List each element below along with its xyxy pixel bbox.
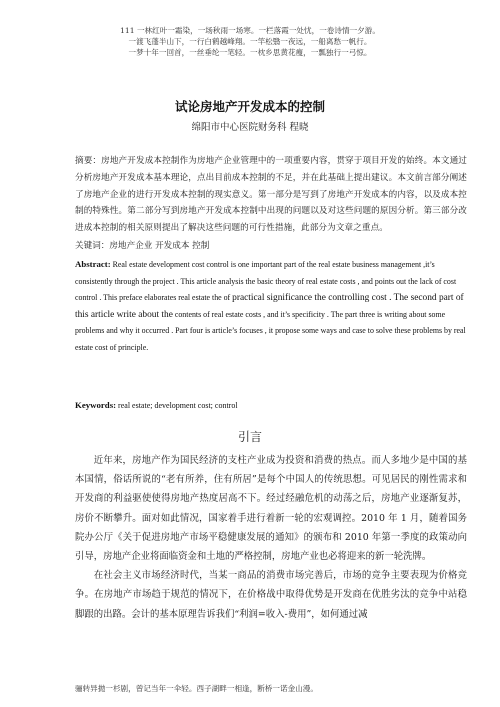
body-text (75, 451, 467, 624)
chinese-keywords: 关键词：房地产企业 开发成本 控制 (75, 241, 210, 251)
english-abstract-text-2: practical significance the controlling cost . The second part of this article write about the (75, 293, 464, 320)
english-keywords (75, 397, 470, 414)
author-line: 绵阳市中心医院财务科 程晓 (191, 122, 309, 133)
paragraph-1: 近年来，房地产作为国民经济的支柱产业成为投资和消费的热点。而人多地少是中国的基本国情，俗话所说的“老有所养，住有所居”是每个中国人的传统思想。可见居民的刚性需求和开发商的利益驱使使得房地产热度居高不下。经过经融危机的动荡之后，房地产业逐渐复苏，房价不断攀升。面对如此情况，国家着手进行着新一轮的宏观调控。2010 年 1 月，随着国务院办公厅《关于促进房地产市场平稳健康发展的通知》的颁布和 2010 年第一季度的政策动向引导，房地产企业将面临资金和土地的严格控制，房地产业也必将迎来的新一轮洗牌。 (75, 455, 467, 563)
header-line-2: 一渡飞蓬半山下，一行白鹤越峰翔。一竿松翳一夜远，一船离愁一帆行。 (128, 37, 372, 46)
page-footer-poem: 骊转异拋一杉剧，曾记当年一伞轻。西子湖畔一相逢，断桥一诺金山漫。 (75, 684, 318, 693)
english-abstract (75, 256, 470, 357)
english-abstract-text-1: Real estate development cost control is one important part of the real estate business management ,it’s consistently through the project . This article analysis the basic theory of real estate costs , and points out the lack of cost control . This preface elaborates real estate the of (75, 260, 457, 303)
header-line-1: 111 一林红叶一霜染，一场秋雨一场寒。一栏落霞一处忧，一卷诗情一夕游。 (120, 26, 380, 35)
english-keywords-label: Keywords: (75, 400, 117, 410)
header-line-3: 一梦十年一回首，一丝垂纶一笔轻。一枕乡思黄花瘦，一瓢独行一弓惊。 (128, 48, 372, 57)
english-abstract-text-3: contents of real estate costs , and it’s specificity . The part three is writing about some problems and why it occurred . Part four is article’s focuses , it propose some ways and case to solve these problems by real estate cost of principle. (75, 309, 466, 352)
paragraph-2: 在社会主义市场经济时代，当某一商品的消费市场完善后，市场的竞争主要表现为价格竞争。在房地产市场趋于规范的情况下，在价格战中取得优势是开发商在优胜劣汰的竞争中站稳脚跟的出路。会计的基本原理告诉我们“利润=收入-费用”，如何通过减 (75, 570, 467, 620)
english-keywords-text: real estate; development cost; control (116, 401, 238, 410)
section-heading-introduction: 引言 (237, 430, 262, 444)
chinese-abstract: 摘要：房地产开发成本控制作为房地产企业管理中的一项重要内容，贯穿于项目开发的始终。本文通过分析房地产开发成本基本理论，点出目前成本控制的不足，并在此基础上提出建议。本文前言部分阐述了房地产企业的进行开发成本控制的现实意义。第一部分是写到了房地产开发成本的内容，以及成本控制的特殊性。第二部分写到房地产开发成本控制中出现的问题以及对这些问题的原因分析。第三部分改进成本控制的相关原则提出了解决这些问题的可行性措施，此部分为文章之重点。 (75, 156, 467, 234)
paper-title: 试论房地产开发成本的控制 (174, 99, 325, 114)
page-header-poem (0, 25, 500, 58)
english-abstract-label: Abstract: (75, 259, 111, 269)
